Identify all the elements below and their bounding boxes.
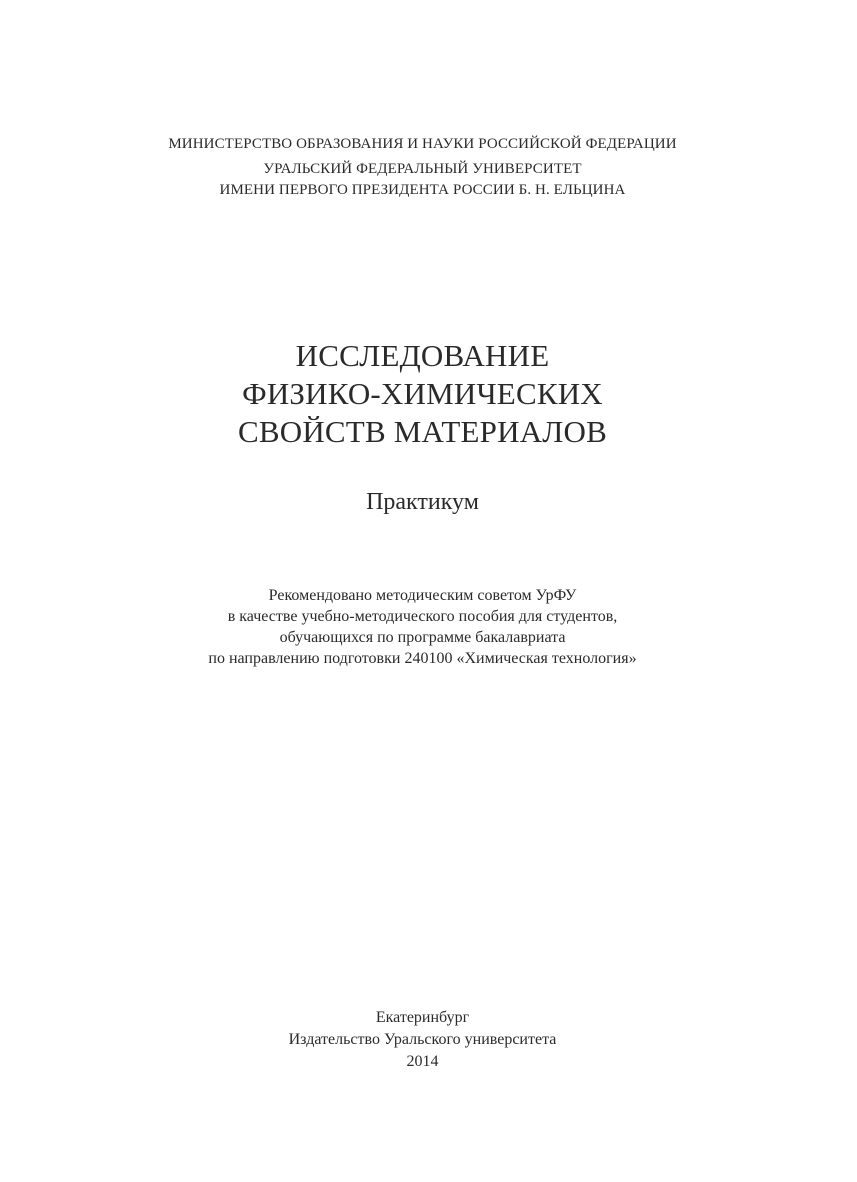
book-title-line-2: ФИЗИКО-ХИМИЧЕСКИХ xyxy=(242,376,603,411)
recommendation-line-1: Рекомендовано методическим советом УрФУ xyxy=(268,587,577,604)
recommendation-line-4: по направлению подготовки 240100 «Химическая технология» xyxy=(208,650,637,667)
ministry-name: МИНИСТЕРСТВО ОБРАЗОВАНИЯ И НАУКИ РОССИЙСКОЙ ФЕДЕРАЦИИ xyxy=(168,136,677,152)
imprint-year: 2014 xyxy=(406,1053,439,1070)
imprint xyxy=(0,1007,845,1073)
book-title xyxy=(0,337,845,451)
institution-header xyxy=(0,134,845,201)
book-title-line-3: СВОЙСТВ МАТЕРИАЛОВ xyxy=(238,414,607,449)
book-subtitle: Практикум xyxy=(366,489,479,515)
imprint-publisher: Издательство Уральского университета xyxy=(288,1031,557,1048)
recommendation-note xyxy=(0,585,845,669)
recommendation-line-2: в качестве учебно-методического пособия для студентов, xyxy=(227,608,618,625)
imprint-city: Екатеринбург xyxy=(375,1009,470,1026)
university-name-line-2: ИМЕНИ ПЕРВОГО ПРЕЗИДЕНТА РОССИИ Б. Н. ЕЛЬЦИНА xyxy=(219,182,626,198)
recommendation-line-3: обучающихся по программе бакалавриата xyxy=(279,629,566,646)
book-title-line-1: ИССЛЕДОВАНИЕ xyxy=(295,338,550,373)
university-name-line-1: УРАЛЬСКИЙ ФЕДЕРАЛЬНЫЙ УНИВЕРСИТЕТ xyxy=(263,161,582,177)
